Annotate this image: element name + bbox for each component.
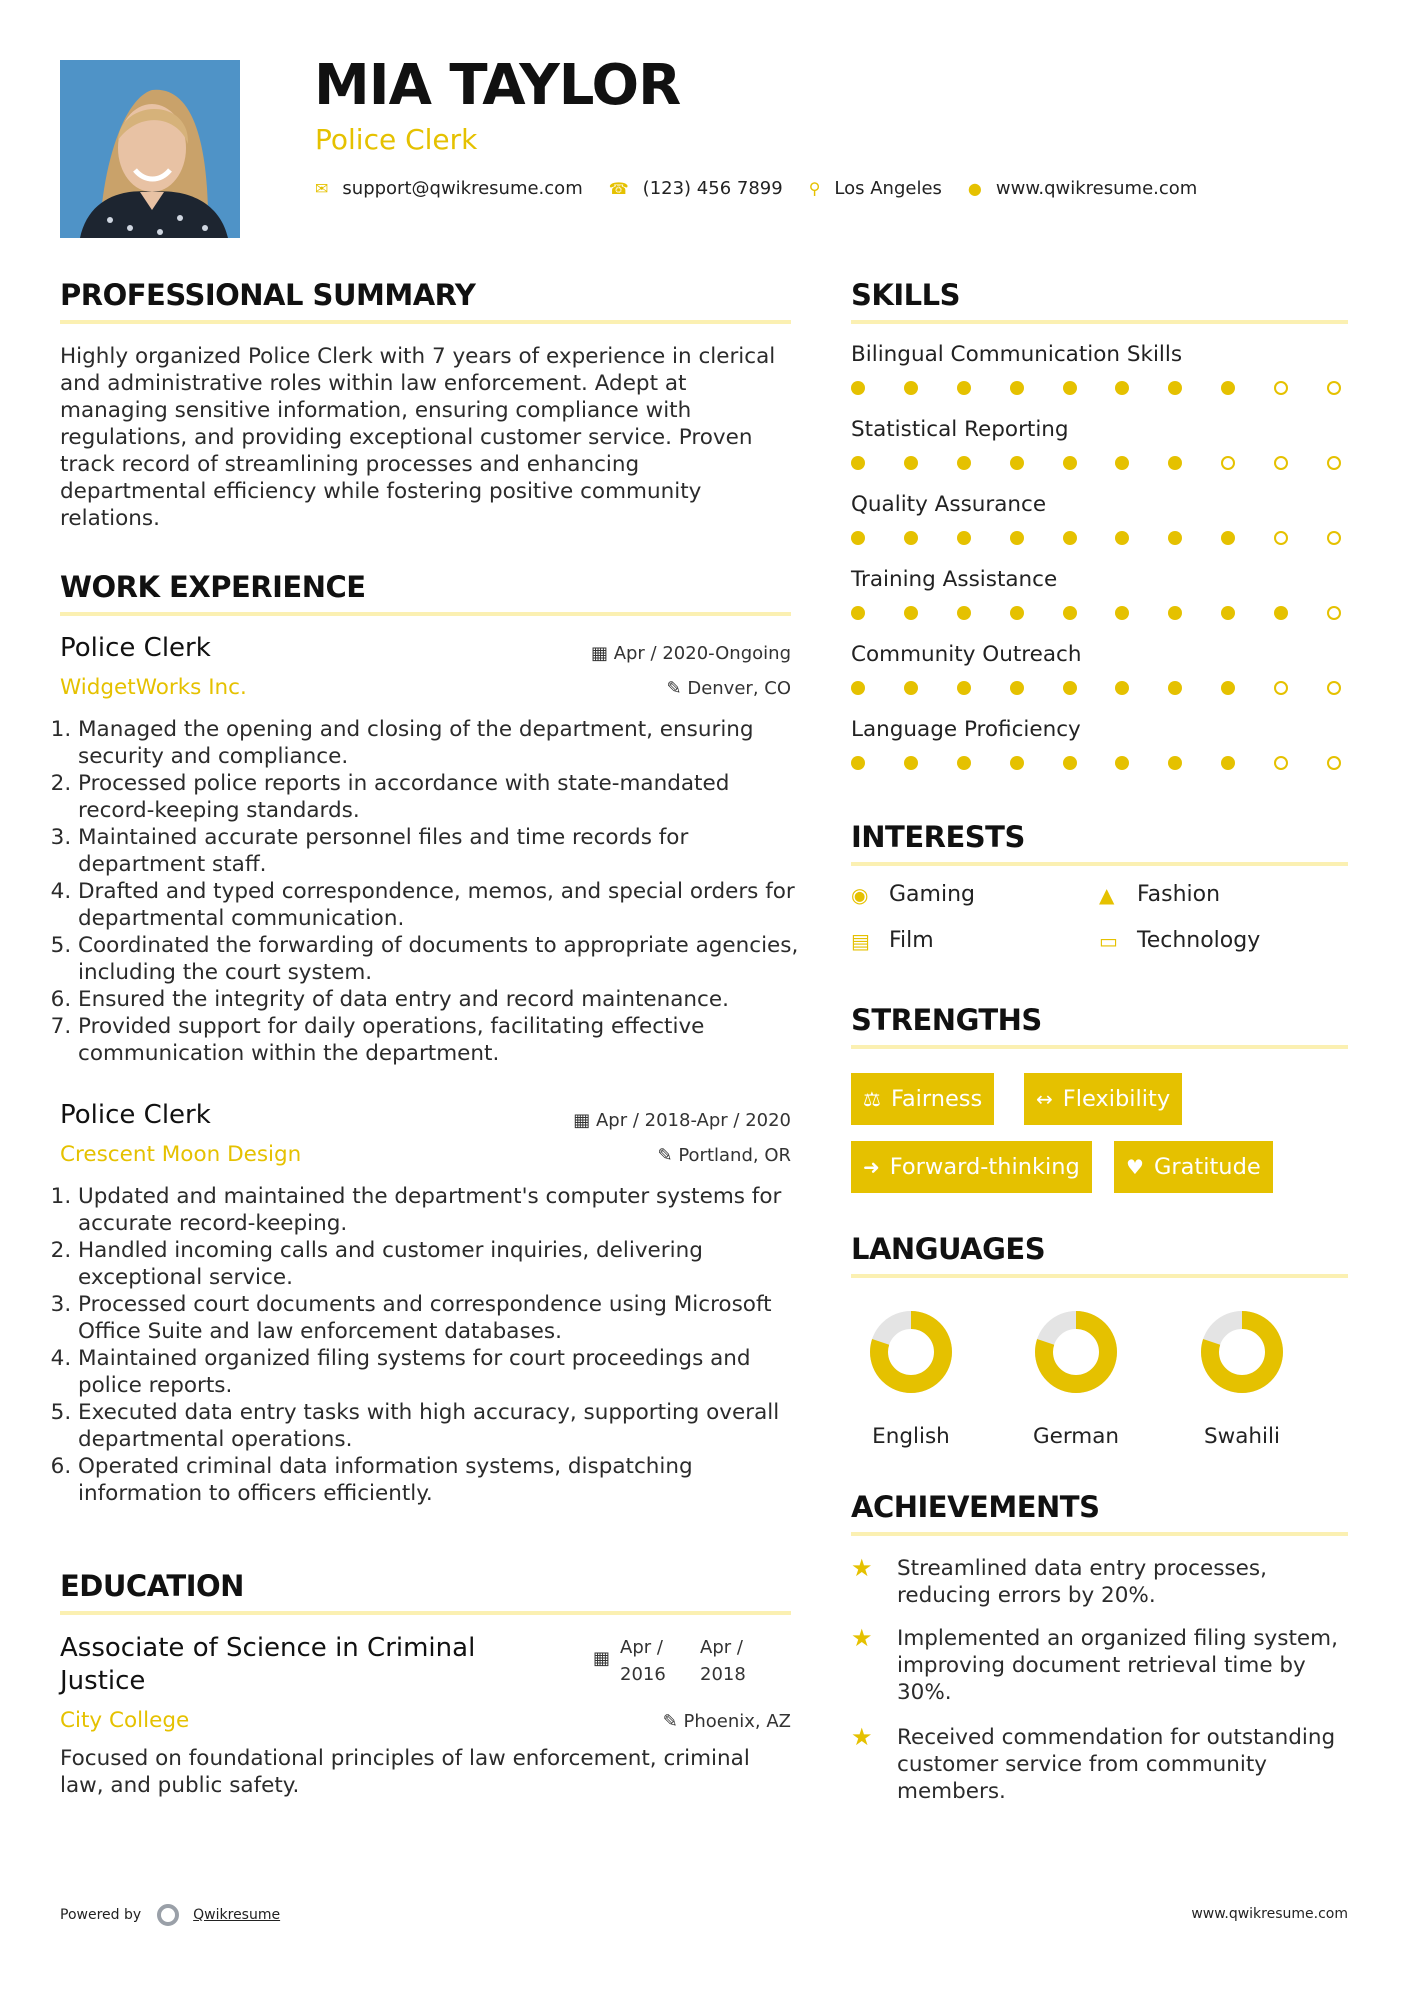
portrait-image (60, 60, 240, 238)
language-donut (841, 1308, 981, 1408)
language-donut (1006, 1308, 1146, 1408)
skill-item (851, 567, 1348, 642)
education-description: Focused on foundational principles of law enforcement, criminal law, and public safety. (60, 1746, 750, 1798)
rating-dot-filled (904, 756, 918, 770)
job-duties (60, 1183, 809, 1507)
shopping-bag-icon: ▲ (1099, 882, 1115, 907)
list-item: 1. Updated and maintained the department's computer systems for accurate record-keeping. (78, 1183, 809, 1237)
skill-name: Language Proficiency (851, 717, 1081, 742)
rating-dot-filled (1010, 606, 1024, 620)
calendar-icon: ▦ (593, 1648, 611, 1669)
rating-dot-empty (1327, 456, 1341, 470)
rating-dot-filled (851, 756, 865, 770)
candidate-name: MIA TAYLOR (314, 53, 681, 118)
contact-phone[interactable]: (123) 456 7899 (642, 178, 783, 199)
job-duties (60, 716, 809, 1067)
star-icon: ★ (851, 1624, 873, 1652)
rating-dot-filled (1221, 381, 1235, 395)
arrows-horizontal-icon: ↔ (1036, 1087, 1053, 1111)
rating-dot-empty (1327, 381, 1341, 395)
skill-name: Training Assistance (851, 567, 1058, 592)
rating-dot-filled (957, 456, 971, 470)
contact-website[interactable]: www.qwikresume.com (995, 178, 1198, 199)
rating-dot-filled (904, 531, 918, 545)
phone-icon: ☎ (608, 179, 629, 198)
qwikresume-logo-icon (157, 1904, 179, 1926)
rating-dot-empty (1327, 531, 1341, 545)
pin-icon: ✎ (657, 1145, 679, 1166)
rating-dot-filled (904, 456, 918, 470)
achievement-item: ★ Implemented an organized filing system, improving document retrieval time by 30%. (851, 1624, 1338, 1705)
rating-dot-empty (1274, 531, 1288, 545)
rating-dot-filled (1168, 456, 1182, 470)
language-name: English (872, 1424, 950, 1449)
strength-tag: ⚖ Fairness (851, 1073, 994, 1125)
pin-icon: ✎ (662, 1711, 684, 1732)
work-divider (60, 612, 791, 616)
rating-dot-filled (1115, 756, 1129, 770)
interests-divider (851, 862, 1348, 866)
list-item: 5. Coordinated the forwarding of documents to appropriate agencies, including the court system. (78, 932, 809, 986)
rating-dot-filled (1221, 531, 1235, 545)
envelope-icon: ✉ (315, 179, 329, 198)
skill-rating (851, 531, 1341, 545)
footer-powered: Powered by Qwikresume (60, 1904, 280, 1926)
rating-dot-filled (1221, 681, 1235, 695)
footer-site[interactable]: www.qwikresume.com (1191, 1906, 1348, 1922)
rating-dot-filled (1168, 756, 1182, 770)
rating-dot-empty (1327, 606, 1341, 620)
film-icon: ▤ (851, 928, 870, 953)
rating-dot-empty (1274, 756, 1288, 770)
rating-dot-filled (851, 681, 865, 695)
arrow-right-icon: ➜ (863, 1155, 880, 1179)
pin-icon: ✎ (666, 678, 688, 699)
contact-bar (315, 178, 1223, 199)
interest-item: ▤ Film (851, 928, 934, 953)
list-item: 3. Maintained accurate personnel files and time records for department staff. (78, 824, 809, 878)
job-company: Crescent Moon Design (60, 1142, 302, 1167)
rating-dot-filled (1274, 606, 1288, 620)
rating-dot-filled (957, 381, 971, 395)
rating-dot-filled (1115, 681, 1129, 695)
rating-dot-filled (1063, 606, 1077, 620)
education-divider (60, 1611, 791, 1615)
list-item: 6. Ensured the integrity of data entry and record maintenance. (78, 986, 809, 1013)
rating-dot-filled (851, 381, 865, 395)
globe-icon: ● (967, 179, 982, 198)
strengths-heading: STRENGTHS (851, 1003, 1042, 1037)
skills-divider (851, 320, 1348, 324)
skills-list (851, 342, 1348, 792)
job-title: Police Clerk (60, 633, 211, 663)
skill-name: Statistical Reporting (851, 417, 1069, 442)
rating-dot-filled (1063, 456, 1077, 470)
skills-heading: SKILLS (851, 278, 960, 312)
list-item: 3. Processed court documents and correspondence using Microsoft Office Suite and law enforcement databases. (78, 1291, 809, 1345)
rating-dot-filled (1168, 681, 1182, 695)
rating-dot-filled (1063, 756, 1077, 770)
skill-rating (851, 606, 1341, 620)
skill-item (851, 417, 1348, 492)
education-location: ✎ Phoenix, AZ (662, 1711, 791, 1732)
job-dates: ▦ Apr / 2020-Ongoing (590, 643, 791, 664)
rating-dot-empty (1274, 381, 1288, 395)
rating-dot-filled (1115, 531, 1129, 545)
rating-dot-filled (904, 681, 918, 695)
summary-text: Highly organized Police Clerk with 7 years of experience in clerical and administrative roles within law enforcement. Adept at managing sensitive information, ensuring compliance with regulations, and providing exceptional customer service. Proven track record of streamlining processes and enhancing departmental efficiency while fostering positive community relations. (60, 344, 776, 531)
skill-item (851, 717, 1348, 792)
star-icon: ★ (851, 1723, 873, 1751)
contact-email[interactable]: support@qwikresume.com (342, 178, 583, 199)
rating-dot-filled (851, 606, 865, 620)
job-location: ✎ Denver, CO (666, 678, 791, 699)
education-heading: EDUCATION (60, 1569, 244, 1603)
language-name: German (1032, 1424, 1120, 1449)
job-dates: ▦ Apr / 2018-Apr / 2020 (573, 1110, 791, 1131)
language-name: Swahili (1204, 1424, 1280, 1449)
rating-dot-filled (1010, 381, 1024, 395)
brand-link[interactable]: Qwikresume (193, 1907, 281, 1923)
language-item (1172, 1308, 1312, 1449)
skill-item (851, 342, 1348, 417)
work-heading: WORK EXPERIENCE (60, 570, 366, 604)
rating-dot-filled (1115, 606, 1129, 620)
rating-dot-filled (957, 606, 971, 620)
rating-dot-filled (851, 531, 865, 545)
rating-dot-filled (1115, 381, 1129, 395)
rating-dot-filled (1010, 531, 1024, 545)
interest-item: ◉ Gaming (851, 882, 975, 907)
education-end: Apr / 2018 (700, 1637, 746, 1685)
gamepad-icon: ◉ (851, 882, 869, 907)
achievements-divider (851, 1532, 1348, 1536)
skill-rating (851, 756, 1341, 770)
languages-divider (851, 1274, 1348, 1278)
skill-name: Bilingual Communication Skills (851, 342, 1183, 367)
languages-heading: LANGUAGES (851, 1232, 1046, 1266)
rating-dot-filled (1221, 756, 1235, 770)
strengths-divider (851, 1045, 1348, 1049)
rating-dot-filled (904, 606, 918, 620)
job-company: WidgetWorks Inc. (60, 675, 247, 700)
language-item (1006, 1308, 1146, 1449)
rating-dot-filled (957, 681, 971, 695)
balance-scale-icon: ⚖ (863, 1087, 881, 1111)
rating-dot-empty (1221, 456, 1235, 470)
interests-heading: INTERESTS (851, 820, 1025, 854)
rating-dot-filled (1063, 381, 1077, 395)
achievements-heading: ACHIEVEMENTS (851, 1490, 1100, 1524)
education-start: Apr / 2016 (620, 1637, 666, 1685)
rating-dot-filled (1010, 756, 1024, 770)
list-item: 1. Managed the opening and closing of the department, ensuring security and compliance. (78, 716, 809, 770)
rating-dot-empty (1327, 681, 1341, 695)
rating-dot-filled (957, 756, 971, 770)
rating-dot-filled (1010, 681, 1024, 695)
rating-dot-filled (851, 456, 865, 470)
list-item: 5. Executed data entry tasks with high accuracy, supporting overall departmental operations. (78, 1399, 809, 1453)
star-icon: ★ (851, 1554, 873, 1582)
calendar-icon: ▦ (590, 643, 614, 664)
school-name: City College (60, 1708, 190, 1733)
rating-dot-filled (1168, 381, 1182, 395)
heart-icon: ♥ (1126, 1155, 1144, 1179)
rating-dot-filled (1168, 606, 1182, 620)
rating-dot-filled (1010, 456, 1024, 470)
skill-rating (851, 681, 1341, 695)
laptop-icon: ▭ (1099, 928, 1118, 953)
rating-dot-filled (957, 531, 971, 545)
strength-tag: ➜ Forward-thinking (851, 1141, 1092, 1193)
rating-dot-filled (904, 381, 918, 395)
language-donut (1172, 1308, 1312, 1408)
achievement-item: ★ Received commendation for outstanding customer service from community members. (851, 1723, 1336, 1804)
rating-dot-filled (1063, 681, 1077, 695)
profile-photo (60, 60, 240, 238)
rating-dot-filled (1168, 531, 1182, 545)
list-item: 7. Provided support for daily operations, facilitating effective communication within the department. (78, 1013, 809, 1067)
rating-dot-filled (1221, 606, 1235, 620)
summary-divider (60, 320, 791, 324)
rating-dot-empty (1327, 756, 1341, 770)
list-item: 4. Drafted and typed correspondence, memos, and special orders for departmental communication. (78, 878, 809, 932)
interest-item: ▲ Fashion (1099, 882, 1221, 907)
strength-tag: ↔ Flexibility (1024, 1073, 1182, 1125)
rating-dot-filled (1063, 531, 1077, 545)
skill-item (851, 492, 1348, 567)
list-item: 6. Operated criminal data information systems, dispatching information to officers efficiently. (78, 1453, 809, 1507)
achievement-item: ★ Streamlined data entry processes, reducing errors by 20%. (851, 1554, 1267, 1608)
language-item (841, 1308, 981, 1449)
rating-dot-filled (1115, 456, 1129, 470)
job-title: Police Clerk (60, 1100, 211, 1130)
candidate-role: Police Clerk (315, 123, 478, 156)
rating-dot-empty (1274, 456, 1288, 470)
rating-dot-empty (1274, 681, 1288, 695)
list-item: 2. Handled incoming calls and customer inquiries, delivering exceptional service. (78, 1237, 809, 1291)
contact-location: Los Angeles (834, 178, 942, 199)
job-location: ✎ Portland, OR (657, 1145, 791, 1166)
list-item: 4. Maintained organized filing systems for court proceedings and police reports. (78, 1345, 809, 1399)
skill-name: Community Outreach (851, 642, 1082, 667)
skill-rating (851, 456, 1341, 470)
list-item: 2. Processed police reports in accordance with state-mandated record-keeping standards. (78, 770, 809, 824)
skill-rating (851, 381, 1341, 395)
summary-heading: PROFESSIONAL SUMMARY (60, 278, 476, 312)
calendar-icon: ▦ (573, 1110, 596, 1131)
strength-tag: ♥ Gratitude (1114, 1141, 1273, 1193)
skill-name: Quality Assurance (851, 492, 1047, 517)
map-pin-icon: ⚲ (808, 179, 821, 198)
interest-item: ▭ Technology (1099, 928, 1261, 953)
skill-item (851, 642, 1348, 717)
degree-title: Associate of Science in Criminal Justice (60, 1633, 476, 1696)
